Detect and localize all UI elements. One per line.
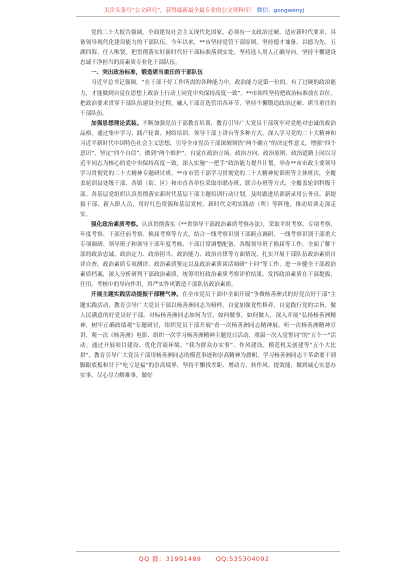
lead-practice-activity: 开展主题实践活动提振干部精气神。 xyxy=(91,292,183,299)
paragraph-political-quality xyxy=(80,220,336,291)
header-divider xyxy=(76,16,340,17)
paragraph-theory xyxy=(80,119,336,220)
paragraph-xi-quote: 习近平总书记强调，“在干部干好工作所需的各种能力中，政治能力是第一位的。有了过硬的政治能力，才能做到自觉在思想上政治上行动上同党中央保持高度一致”。**市始终坚持把政治标准放在首位，把政治要求贯穿干部队伍建设全过程，融入干部育选管用各环节，坚持不懈锻造政治过硬、堪当重任的干部队伍。 xyxy=(80,80,336,117)
paragraph-practice-activity xyxy=(80,290,336,381)
banner-contact-text: 微信：gongwenyj xyxy=(256,8,305,14)
banner-promo-text: 关注头条号“公文研究”，获得最新最全最专业的公文资料库！ xyxy=(103,8,256,14)
footer-divider xyxy=(76,551,340,552)
lead-political-quality: 强化政治素质考察。 xyxy=(91,221,142,228)
text-practice-activity: 在全市党员干部中全面开展“争做杨善洲式的好党员好干部”主题实践活动，教育引导广大党员干部以杨善洲同志为榜样，自觉加强党性修养，自觉践行党的宗旨，做人民满意的好党员好干部。对标杨善洲同志如何为官，如何做事，如何做人，深入开展“弘扬杨善洲精神，树牢正确政绩观”专题研讨，组织党员干部开展“看一次杨善洲同志精神展、听一次杨善洲精神宣讲、观一次《杨善洲》电影、组织一次学习杨善洲精神主题党日活动、重温一次入党誓词”的“五个一”活动。通过开展项目建设、优化营商环境、“我为群众办实事”、作风建设、模范机关创建等“五个大比拼”，教育引导广大党员干部用杨善洲同志的模范事迹和崇高精神为旗帜，学习杨善洲同志干革命要干到脚跟底板和甘于“吃亏是福”的崇高境界，坚持不懈找差距、增动力、转作风、提效能，做到诚心实意办实事，尽心尽力解难事，做好 xyxy=(80,292,336,380)
text-theory: 不断加强党员干部教育培训，教育引导广大党员干部筑牢对党绝对忠诚的政治品格。通过集中学习、践产轮训、网络培训、领导干部上讲台等多种方式，深入学习党的二十大精神和习近平新时代中国特色社会主义思想，引导全市党员干部深刻领悟“两个确立”的决定性意义，增强“四个意识”、坚定“四个自信”、做到“两个维护”，自觉在政治立场、政治方向、政治原则、政治道路上同以习近平同志为核心的党中央保持高度一致。深入实施“一把手”政治能力提升计划，举办**市市政主要领导学习贯彻党的二十大精神专题研讨班、**市市管干部学习贯彻党的二十大精神轮训班等主体班次，全覆盖轮训县处级干部、各镇（街、区）和市直各单位采取串联办班、联合办班等方式，全覆盖轮训科级干部。各基层党组织认真贯彻落实新时代基层干部主题培训行动计划，及时跟进培训新录用公务员、新提拔干部、新入职人员，用好红色资源和基层党校、新时代文明实践站（所）等阵地，推动培训走深走实。 xyxy=(80,120,336,218)
footer-qq-group: QQ 群：31991489 xyxy=(138,555,202,563)
top-banner xyxy=(0,8,408,15)
lead-theory: 加强思想理论武装。 xyxy=(91,120,143,127)
text-political-quality: 认真贯彻落实《**省领导干部政治素质考察办法》，采取平时考察、专项考察、年度考察、干部任前考察、换届考察等方式，结合一线考察识别干部跨点调研、一线考察识别干部重大专项调研、领导班子和领导干部年度考核、干部日常调整配备、各级领导班子换届等工作，全面了解干部的政治忠诚、政治定力、政治担当、政治能力、政治自律等方面情况，扎实开展干部队伍政治素质自评自查、政治素质专项测评、政治素质鉴定以及政治素质谈话调研“十问”等工作，进一步健全干部政治素质档案，深入分析研判干部政治素质，统筹用好政治素质考察评价结果，发挥政治素质在干部提拔、任用、考核中的导向作用，用严实作风锻造干部队伍政治素质。 xyxy=(80,221,336,289)
footer-contact xyxy=(0,555,408,564)
paragraph-intro: 党的二十大报告强调，全面建设社会主义现代化国家，必须有一支政治过硬、适应新时代要求、具备领导现代化建设能力的干部队伍。今年以来，**市坚持党管干部原则，坚持德才兼备、以德为先、五湖四海、任人唯贤，把贯彻落实好新时代好干部标准落到实处，坚持选人用人正确导向，坚持不懈建设忠诚干净担当的高素质专业化干部队伍。 xyxy=(80,30,336,67)
footer-qq: QQ:535304092 xyxy=(215,555,270,563)
document-body xyxy=(80,28,336,381)
section-heading-1: 一、突出政治标准，锻造堪当重任的干部队伍 xyxy=(91,70,203,77)
